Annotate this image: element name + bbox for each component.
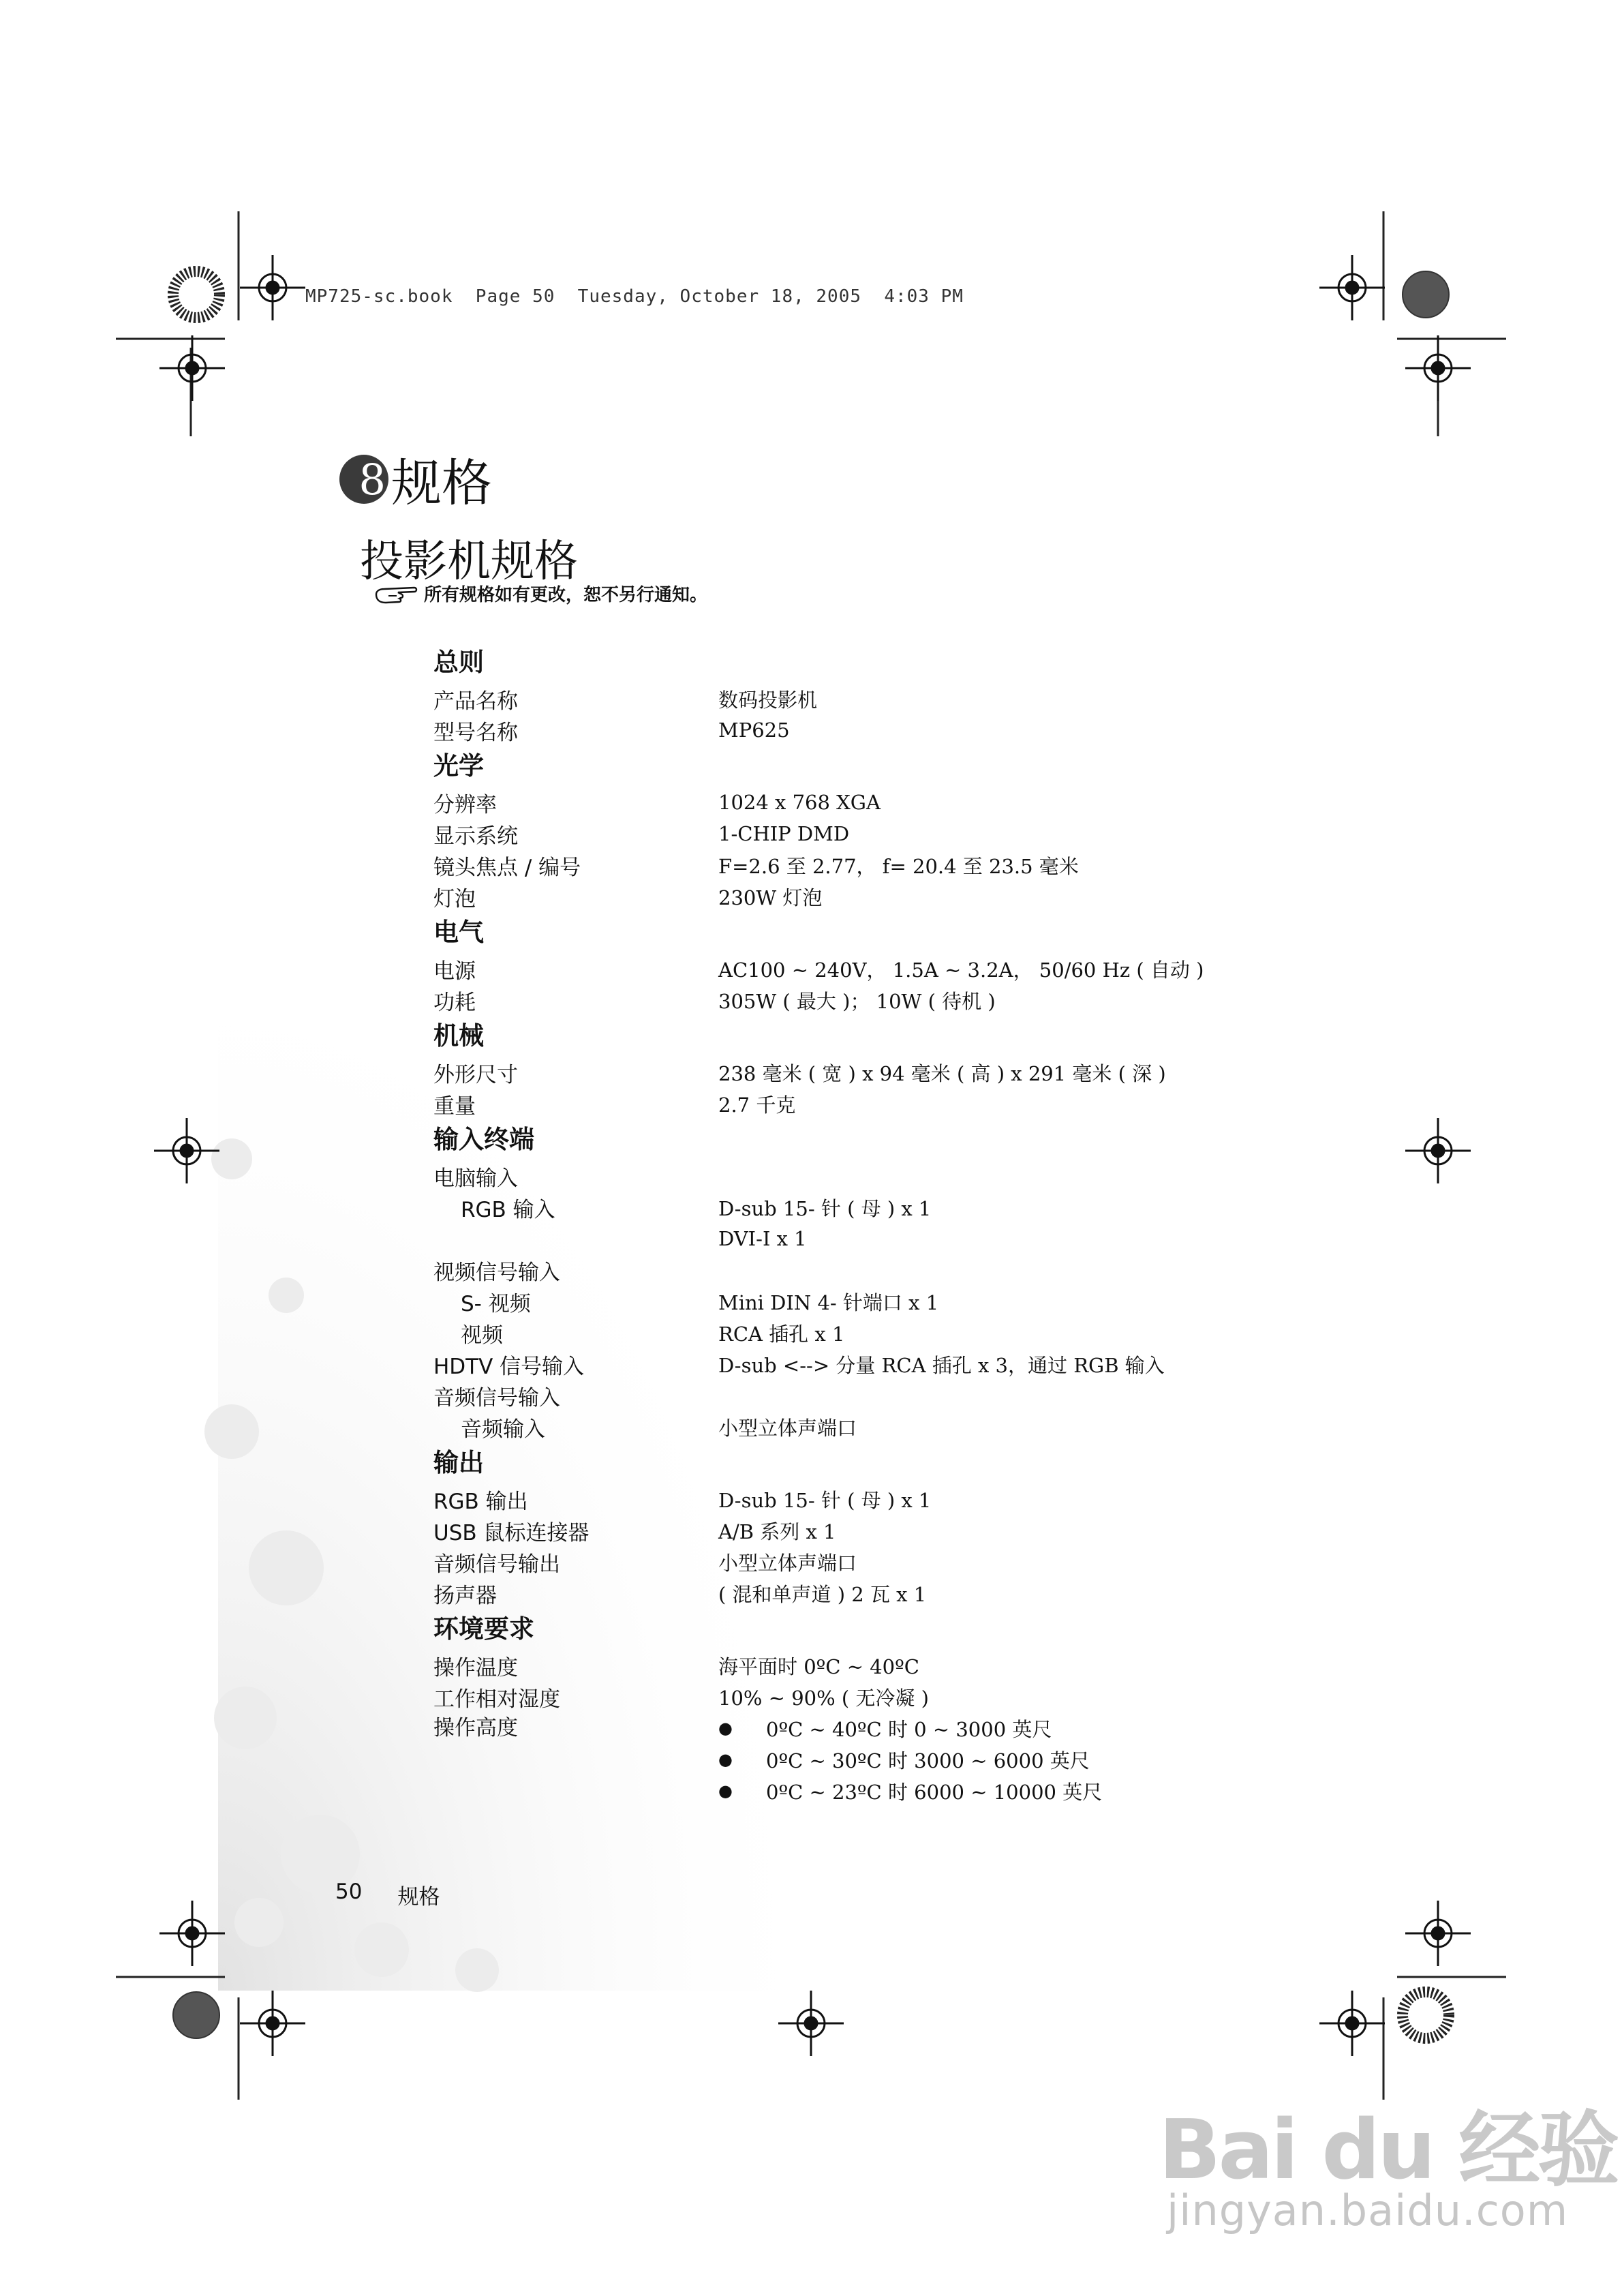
- spec-label: 工作相对湿度: [433, 1687, 560, 1712]
- spec-label: 灯泡: [433, 886, 476, 911]
- pointing-hand-icon: [373, 582, 418, 605]
- spec-value: ( 混和单声道 ) 2 瓦 x 1: [718, 1582, 927, 1606]
- bullet-dot-icon: ●: [718, 1781, 733, 1800]
- spec-bullet-text: 0ºC ~ 23ºC 时 6000 ~ 10000 英尺: [766, 1780, 1103, 1804]
- spec-group-title: 环境要求: [433, 1614, 534, 1644]
- spec-row: [433, 1317, 1422, 1348]
- spec-label: 功耗: [433, 990, 476, 1015]
- spec-value: 2.7 千克: [718, 1093, 796, 1117]
- spec-label: 扬声器: [433, 1583, 497, 1608]
- spec-label: 重量: [433, 1093, 476, 1119]
- spec-value: 小型立体声端口: [718, 1551, 857, 1575]
- spec-row: [433, 818, 1422, 849]
- spec-row: [433, 1057, 1422, 1088]
- spec-bullet-text: 0ºC ~ 40ºC 时 0 ~ 3000 英尺: [766, 1717, 1052, 1741]
- spec-value: DVI-I x 1: [718, 1227, 807, 1250]
- spec-group-title: 光学: [433, 751, 484, 781]
- spec-label: 电源: [433, 958, 476, 984]
- watermark-brand: Bai du 经验: [1159, 2103, 1617, 2198]
- spec-value: Mini DIN 4- 针端口 x 1: [718, 1290, 939, 1314]
- footer-section-name: 规格: [397, 1885, 440, 1909]
- spec-row: [433, 1254, 1422, 1286]
- spec-row: [433, 1577, 1422, 1609]
- spec-label: 外形尺寸: [433, 1062, 518, 1087]
- spec-row: [433, 1380, 1422, 1411]
- spec-label: RGB 输出: [433, 1489, 528, 1514]
- spec-label: RGB 输入: [461, 1197, 555, 1222]
- spec-group-title: 电气: [433, 918, 484, 947]
- spec-table: [433, 642, 1422, 1807]
- spec-row: [433, 953, 1422, 984]
- spec-group-title: 输出: [433, 1448, 484, 1477]
- spec-value: D-sub 15- 针 ( 母 ) x 1: [718, 1196, 932, 1220]
- chapter-number-badge: 8: [339, 455, 388, 504]
- spec-label: HDTV 信号输入: [433, 1354, 585, 1379]
- chapter-heading: [339, 443, 492, 515]
- spec-label: 显示系统: [433, 824, 518, 849]
- spec-bullet-text: 0ºC ~ 30ºC 时 3000 ~ 6000 英尺: [766, 1749, 1090, 1772]
- spec-value: 238 毫米 ( 宽 ) x 94 毫米 ( 高 ) x 291 毫米 ( 深 ): [718, 1061, 1166, 1085]
- spec-label: USB 鼠标连接器: [433, 1520, 590, 1545]
- spec-value: D-sub 15- 针 ( 母 ) x 1: [718, 1488, 932, 1512]
- spec-label: 音频信号输出: [433, 1552, 560, 1577]
- note-text: 所有规格如有更改，恕不另行通知。: [424, 585, 708, 605]
- spec-row: [433, 1681, 1422, 1712]
- spec-value: AC100 ~ 240V， 1.5A ~ 3.2A， 50/60 Hz ( 自动 ): [718, 958, 1204, 982]
- spec-value: D-sub <--> 分量 RCA 插孔 x 3，通过 RGB 输入: [718, 1353, 1165, 1377]
- spec-row: [433, 1546, 1422, 1577]
- spec-row: [433, 1088, 1422, 1119]
- note: [373, 581, 707, 606]
- spec-row: [433, 1286, 1422, 1317]
- spec-label: 型号名称: [433, 720, 518, 745]
- spec-bullet-item: [718, 1744, 1102, 1775]
- bullet-dot-icon: ●: [718, 1750, 733, 1769]
- spec-value: MP625: [718, 719, 790, 742]
- spec-group-title: 总则: [433, 648, 484, 677]
- spec-row: [433, 1712, 1422, 1807]
- spec-group-title: 输入终端: [433, 1125, 534, 1154]
- spec-row: [433, 984, 1422, 1016]
- spec-label: 产品名称: [433, 689, 518, 714]
- spec-label: 视频信号输入: [433, 1260, 560, 1285]
- spec-value: F=2.6 至 2.77， f= 20.4 至 23.5 毫米: [718, 854, 1079, 878]
- spec-label: 音频信号输入: [433, 1385, 560, 1410]
- spec-row: [433, 1160, 1422, 1192]
- print-header-line: MP725-sc.book Page 50 Tuesday, October 18, 2005 4:03 PM: [305, 286, 964, 307]
- spec-row: [433, 849, 1422, 881]
- chapter-title: 规格: [391, 454, 492, 513]
- spec-row: [433, 714, 1422, 746]
- spec-label: 操作高度: [433, 1716, 518, 1740]
- spec-bullet-item: [718, 1712, 1102, 1744]
- spec-value: 305W ( 最大 )； 10W ( 待机 ): [718, 989, 996, 1013]
- page-number: 50: [335, 1879, 363, 1904]
- bullet-dot-icon: ●: [718, 1719, 733, 1738]
- watermark-url: jingyan.baidu.com: [1167, 2186, 1569, 2235]
- spec-label: S- 视频: [461, 1291, 531, 1316]
- spec-label: 视频: [461, 1323, 503, 1348]
- spec-value: RCA 插孔 x 1: [718, 1322, 845, 1346]
- page-footer: [335, 1879, 440, 1910]
- spec-row: [433, 1515, 1422, 1546]
- spec-label: 音频输入: [461, 1417, 545, 1442]
- spec-row: [433, 1483, 1422, 1515]
- spec-row: [433, 1192, 1422, 1223]
- spec-value: 小型立体声端口: [718, 1416, 857, 1440]
- spec-row: [433, 683, 1422, 714]
- spec-value: 230W 灯泡: [718, 886, 823, 909]
- spec-row: [433, 1650, 1422, 1681]
- spec-label: 镜头焦点 / 编号: [433, 855, 581, 880]
- spec-value: 1-CHIP DMD: [718, 822, 850, 845]
- spec-label: 操作温度: [433, 1655, 518, 1680]
- spec-row: [433, 881, 1422, 912]
- spec-label: 电脑输入: [433, 1166, 518, 1191]
- spec-label: 分辨率: [433, 792, 497, 817]
- spec-value: 10% ~ 90% ( 无冷凝 ): [718, 1686, 929, 1710]
- spec-value: 数码投影机: [718, 688, 818, 712]
- spec-row: [433, 1411, 1422, 1442]
- spec-bullet-item: [718, 1775, 1102, 1807]
- spec-bullet-list: [718, 1712, 1102, 1807]
- spec-value: 海平面时 0ºC ~ 40ºC: [718, 1655, 919, 1678]
- spec-row: [433, 1223, 1422, 1254]
- spec-row: [433, 787, 1422, 818]
- spec-value: A/B 系列 x 1: [718, 1520, 836, 1543]
- section-title: 投影机规格: [360, 537, 578, 587]
- spec-row: [433, 1348, 1422, 1380]
- spec-group-title: 机械: [433, 1021, 484, 1051]
- spec-value: 1024 x 768 XGA: [718, 791, 881, 814]
